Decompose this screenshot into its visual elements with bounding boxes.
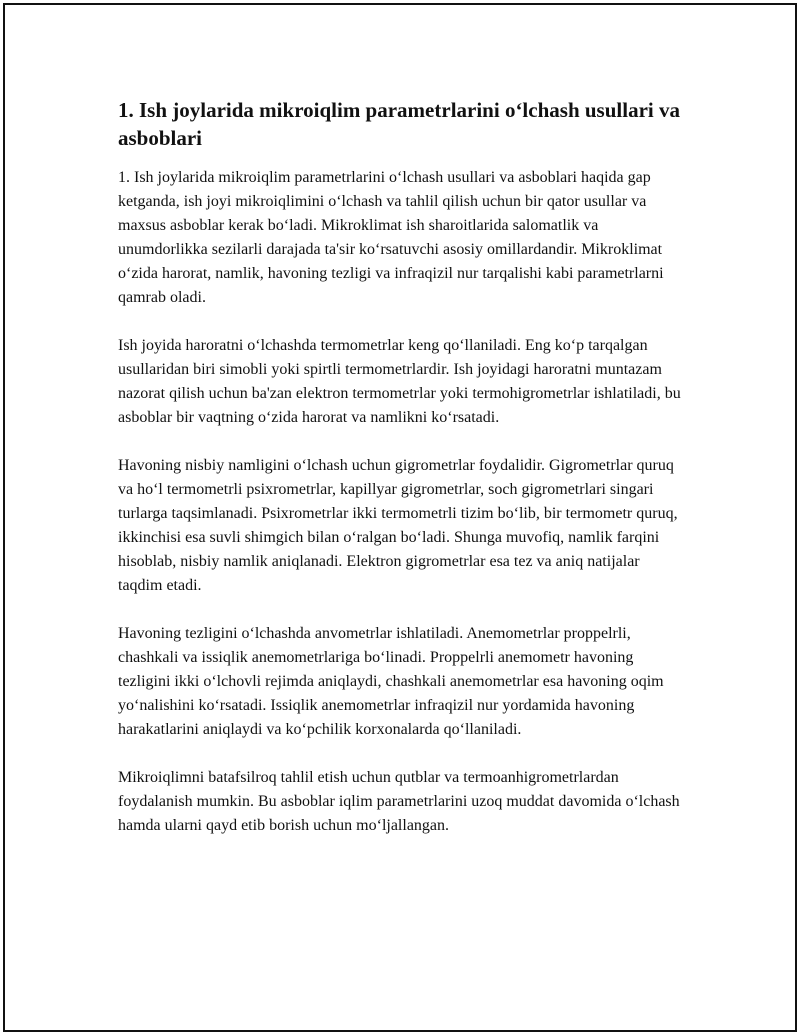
- document-heading: 1. Ish joylarida mikroiqlim parametrlarini o‘lchash usullari va asboblari: [118, 98, 680, 150]
- paragraph-air-speed: Havoning tezligini o‘lchashda anvometrlar ishlatiladi. Anemometrlar proppelrli, chashkali va issiqlik anemometrlariga bo‘linadi. Proppelrli anemometr havoning tezligini ikki o‘lchovli rejimda aniqlaydi, chashkali anemometrlar esa havoning oqim yo‘nalishini ko‘rsatadi. Issiqlik anemometrlar infraqizil nur yordamida havoning harakatlarini aniqlaydi va ko‘pchilik korxonalarda qo‘llaniladi.: [118, 625, 664, 738]
- document-body: [118, 96, 688, 862]
- paragraph-intro: 1. Ish joylarida mikroiqlim parametrlarini o‘lchash usullari va asboblari haqida gap ketganda, ish joyi mikroiqlimini o‘lchash va tahlil qilish uchun bir qator usullar va maxsus asboblar kerak bo‘ladi. Mikroklimat ish sharoitlarida salomatlik va unumdorlikka sezilarli darajada ta'sir ko‘rsatuvchi asosiy omillardandir. Mikroklimat o‘zida harorat, namlik, havoning tezligi va infraqizil nur tarqalishi kabi parametrlarni qamrab oladi.: [118, 169, 664, 306]
- paragraph-humidity: Havoning nisbiy namligini o‘lchash uchun gigrometrlar foydalidir. Gigrometrlar quruq va ho‘l termometrli psixrometrlar, kapillyar gigrometrlar, soch gigrometrlari singari turlarga taqsimlanadi. Psixrometrlar ikki termometrli tizim bo‘lib, bir termometr quruq, ikkinchisi esa suvli shimgich bilan o‘ralgan bo‘ladi. Shunga muvofiq, namlik farqini hisoblab, nisbiy namlik aniqlanadi. Elektron gigrometrlar esa tez va aniq natijalar taqdim etadi.: [118, 457, 678, 594]
- paragraph-temperature: Ish joyida haroratni o‘lchashda termometrlar keng qo‘llaniladi. Eng ko‘p tarqalgan usullaridan biri simobli yoki spirtli termometrlardir. Ish joyidagi haroratni muntazam nazorat qilish uchun ba'zan elektron termometrlar yoki termohigrometrlar ishlatiladi, bu asboblar bir vaqtning o‘zida harorat va namlikni ko‘rsatadi.: [118, 337, 681, 426]
- paragraph-detailed-analysis: Mikroiqlimni batafsilroq tahlil etish uchun qutblar va termoanhigrometrlardan foydalanish mumkin. Bu asboblar iqlim parametrlarini uzoq muddat davomida o‘lchash hamda ularni qayd etib borish uchun mo‘ljallangan.: [118, 769, 680, 834]
